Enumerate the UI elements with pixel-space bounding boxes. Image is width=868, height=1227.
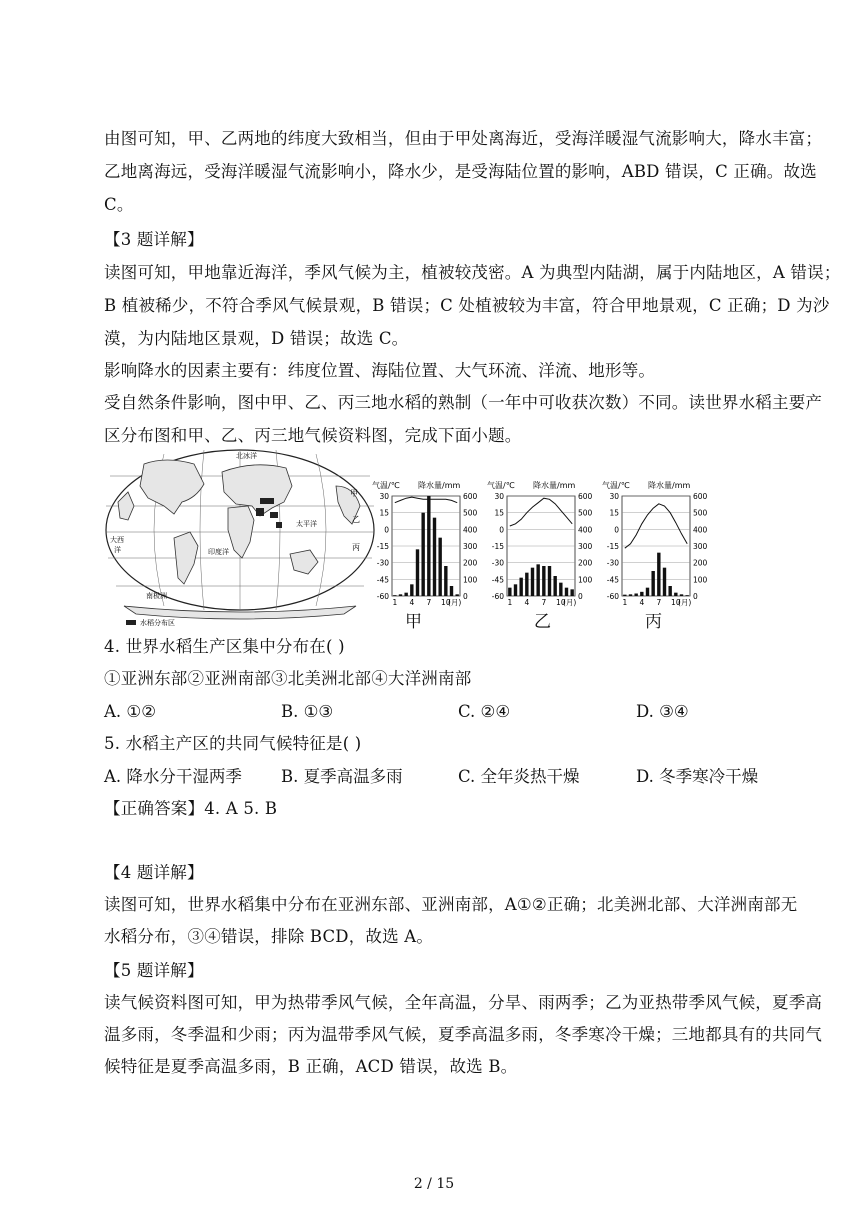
- q3-heading: 【3 题详解】: [104, 230, 204, 249]
- chart-precip-tick: 0: [578, 592, 583, 601]
- chart-temp-tick: -15: [606, 542, 619, 551]
- precip-bar: [410, 584, 413, 596]
- chart-precip-tick: 600: [693, 492, 708, 501]
- q5-option-d: D. 冬季寒冷干燥: [636, 767, 759, 786]
- q5-heading: 【5 题详解】: [104, 961, 204, 980]
- precip-bar: [531, 568, 534, 596]
- rainfall-factors: 影响降水的因素主要有：纬度位置、海陆位置、大气环流、洋流、地形等。: [104, 361, 656, 380]
- chart-caption-jia: 甲: [405, 612, 422, 632]
- chart-month-tick: 1: [507, 598, 513, 607]
- chart-precip-tick: 400: [693, 525, 708, 535]
- chart-precip-tick: 600: [463, 492, 478, 501]
- map-label-bing: 丙: [352, 543, 360, 552]
- map-label-south: 南极洲: [146, 592, 167, 600]
- chart-temp-tick: 0: [384, 525, 389, 535]
- chart-temp-label: 气温/℃: [372, 481, 400, 490]
- precip-bar: [536, 564, 539, 596]
- chart-precip-tick: 400: [463, 525, 478, 535]
- q3-line-1: 读图可知，甲地靠近海洋，季风气候为主，植被较茂密。A 为典型内陆湖，属于内陆地区，A 错误；: [104, 263, 841, 282]
- chart-temp-tick: -60: [376, 592, 389, 601]
- q3-line-2: B 植被稀少，不符合季风气候景观，B 错误；C 处植被较为丰富，符合甲地景观，C 正确；D 为沙: [104, 296, 830, 315]
- map-label-indian: 印度洋: [208, 548, 229, 556]
- intro-line-2: 区分布图和甲、乙、丙三地气候资料图，完成下面小题。: [104, 426, 522, 445]
- chart-temp-tick: -45: [376, 575, 389, 585]
- chart-temp-tick: -15: [491, 542, 504, 551]
- precip-bar: [570, 589, 573, 596]
- chart-precip-tick: 200: [578, 558, 593, 568]
- chart-precip-tick: 500: [578, 508, 593, 518]
- q4-explain-line-2: 水稻分布，③④错误，排除 BCD，故选 A。: [104, 927, 434, 946]
- q5-stem: 5. 水稻主产区的共同气候特征是( ): [104, 734, 362, 753]
- precip-bar: [519, 578, 522, 596]
- precip-bar: [634, 594, 637, 597]
- chart-temp-tick: -45: [491, 575, 504, 585]
- precip-bar: [393, 595, 396, 596]
- precip-bar: [651, 571, 654, 596]
- q4-option-b: B. ①③: [281, 702, 334, 721]
- intro-line-1: 受自然条件影响，图中甲、乙、丙三地水稻的熟制（一年中可收获次数）不同。读世界水稻主要产: [104, 393, 823, 412]
- map-label-atlantic-2: 洋: [114, 546, 121, 554]
- precip-bar: [646, 588, 649, 596]
- chart-month-tick: 7: [656, 598, 662, 607]
- precip-bar: [663, 568, 666, 596]
- chart-month-tick: 1: [392, 598, 398, 607]
- chart-temp-tick: 15: [379, 508, 389, 518]
- q4-explain-line-1: 读图可知，世界水稻集中分布在亚洲东部、亚洲南部，A①②正确；北美洲北部、大洋洲南部无: [104, 895, 798, 914]
- chart-precip-tick: 100: [463, 575, 478, 585]
- chart-temp-tick: -45: [606, 575, 619, 585]
- precip-bar: [438, 538, 441, 596]
- chart-month-tick: 10: [556, 598, 566, 607]
- chart-precip-tick: 300: [578, 542, 593, 551]
- precip-bar: [553, 576, 556, 596]
- precip-bar: [514, 584, 517, 596]
- q2-answer-line-3: C。: [104, 195, 134, 214]
- chart-precip-tick: 100: [693, 575, 708, 585]
- chart-precip-label: 降水量/mm: [648, 481, 691, 490]
- precip-bar: [542, 566, 545, 596]
- chart-temp-tick: 15: [494, 508, 504, 518]
- q2-answer-line-1: 由图可知，甲、乙两地的纬度大致相当，但由于甲处离海近，受海洋暖湿气流影响大，降水丰富；: [104, 129, 823, 148]
- q5-explain-line-2: 温多雨，冬季温和少雨；丙为温带季风气候，夏季高温多雨，冬季寒冷干燥；三地都具有的共同气: [104, 1025, 823, 1044]
- precip-bar: [404, 593, 407, 596]
- chart-month-tick: 10: [671, 598, 681, 607]
- precip-bar: [657, 553, 660, 596]
- chart-temp-label: 气温/℃: [487, 481, 515, 490]
- precip-bar: [508, 588, 511, 596]
- chart-temp-tick: 0: [499, 525, 504, 535]
- map-legend-swatch: [126, 620, 136, 625]
- precip-bar: [629, 594, 632, 596]
- chart-temp-tick: -30: [376, 558, 389, 568]
- chart-caption-yi: 乙: [534, 612, 551, 632]
- temp-curve: [395, 497, 457, 503]
- chart-temp-tick: 30: [609, 492, 619, 501]
- chart-month-tick: 10: [441, 598, 451, 607]
- chart-precip-tick: 200: [463, 558, 478, 568]
- precip-bar: [559, 583, 562, 596]
- chart-month-tick: 7: [426, 598, 432, 607]
- chart-caption-bing: 丙: [645, 612, 662, 632]
- chart-precip-tick: 200: [693, 558, 708, 568]
- precip-bar: [668, 586, 671, 596]
- precip-bar: [680, 594, 683, 596]
- chart-month-tick: 1: [622, 598, 628, 607]
- chart-temp-tick: -60: [606, 592, 619, 601]
- q5-explain-line-3: 候特征是夏季高温多雨，B 正确，ACD 错误，故选 B。: [104, 1057, 518, 1076]
- chart-month-unit: (月): [448, 598, 462, 607]
- precip-bar: [399, 594, 402, 596]
- temp-curve: [625, 504, 687, 548]
- map-label-jia: 甲: [350, 489, 358, 498]
- map-label-yi: 乙: [352, 515, 360, 524]
- precip-bar: [450, 586, 453, 596]
- precip-bar: [565, 588, 568, 596]
- chart-temp-tick: -30: [491, 558, 504, 568]
- chart-month-tick: 7: [541, 598, 547, 607]
- map-label-atlantic: 大西: [110, 536, 124, 544]
- q4-option-d: D. ③④: [636, 702, 689, 721]
- precip-bar: [433, 518, 436, 596]
- chart-temp-label: 气温/℃: [602, 481, 630, 490]
- chart-precip-tick: 500: [463, 508, 478, 518]
- chart-temp-tick: -60: [491, 592, 504, 601]
- chart-precip-tick: 0: [463, 592, 468, 601]
- precip-bar: [548, 566, 551, 596]
- q4-option-a: A. ①②: [104, 702, 156, 721]
- world-rice-map: [104, 446, 376, 630]
- chart-precip-tick: 400: [578, 525, 593, 535]
- chart-temp-tick: 0: [614, 525, 619, 535]
- chart-precip-tick: 300: [693, 542, 708, 551]
- precip-bar: [427, 496, 430, 596]
- chart-month-tick: 4: [524, 598, 530, 607]
- precip-bar: [674, 593, 677, 596]
- q5-option-a: A. 降水分干湿两季: [104, 767, 242, 786]
- precip-bar: [640, 592, 643, 596]
- map-legend-text: 水稻分布区: [140, 619, 175, 627]
- chart-temp-tick: 30: [494, 492, 504, 501]
- q5-explain-line-1: 读气候资料图可知，甲为热带季风气候，全年高温，分旱、雨两季；乙为亚热带季风气候，夏季高: [104, 993, 823, 1012]
- map-label-arctic: 北冰洋: [236, 452, 257, 460]
- q5-option-c: C. 全年炎热干燥: [458, 767, 580, 786]
- climate-charts: [370, 476, 715, 616]
- chart-precip-label: 降水量/mm: [533, 481, 576, 490]
- chart-precip-tick: 500: [693, 508, 708, 518]
- chart-month-tick: 4: [639, 598, 645, 607]
- chart-precip-label: 降水量/mm: [418, 481, 461, 490]
- chart-precip-tick: 100: [578, 575, 593, 585]
- precip-bar: [455, 594, 458, 596]
- chart-month-tick: 4: [409, 598, 415, 607]
- precip-bar: [685, 595, 688, 596]
- q4-stem: 4. 世界水稻生产区集中分布在( ): [104, 637, 345, 656]
- chart-month-unit: (月): [678, 598, 692, 607]
- page-number: 2 / 15: [413, 1176, 455, 1192]
- q4-items: ①亚洲东部②亚洲南部③北美洲北部④大洋洲南部: [104, 669, 472, 688]
- chart-precip-tick: 300: [463, 542, 478, 551]
- chart-precip-tick: 0: [693, 592, 698, 601]
- precip-bar: [623, 595, 626, 596]
- q5-option-b: B. 夏季高温多雨: [281, 767, 403, 786]
- chart-temp-tick: 15: [609, 508, 619, 518]
- precip-bar: [416, 549, 419, 596]
- chart-temp-tick: 30: [379, 492, 389, 501]
- q4-heading: 【4 题详解】: [104, 863, 204, 882]
- q3-line-3: 漠，为内陆地区景观，D 错误；故选 C。: [104, 329, 409, 348]
- precip-bar: [444, 566, 447, 596]
- precip-bar: [525, 573, 528, 596]
- q4-option-c: C. ②④: [458, 702, 511, 721]
- precip-bar: [421, 513, 424, 596]
- answer-line: 【正确答案】4. A 5. B: [104, 799, 278, 818]
- temp-curve: [510, 498, 572, 526]
- chart-precip-tick: 600: [578, 492, 593, 501]
- chart-month-unit: (月): [563, 598, 577, 607]
- chart-temp-tick: -15: [376, 542, 389, 551]
- q2-answer-line-2: 乙地离海远，受海洋暖湿气流影响小，降水少，是受海陆位置的影响，ABD 错误，C 正确。故选: [104, 162, 817, 181]
- map-label-pacific: 太平洋: [296, 520, 317, 528]
- chart-temp-tick: -30: [606, 558, 619, 568]
